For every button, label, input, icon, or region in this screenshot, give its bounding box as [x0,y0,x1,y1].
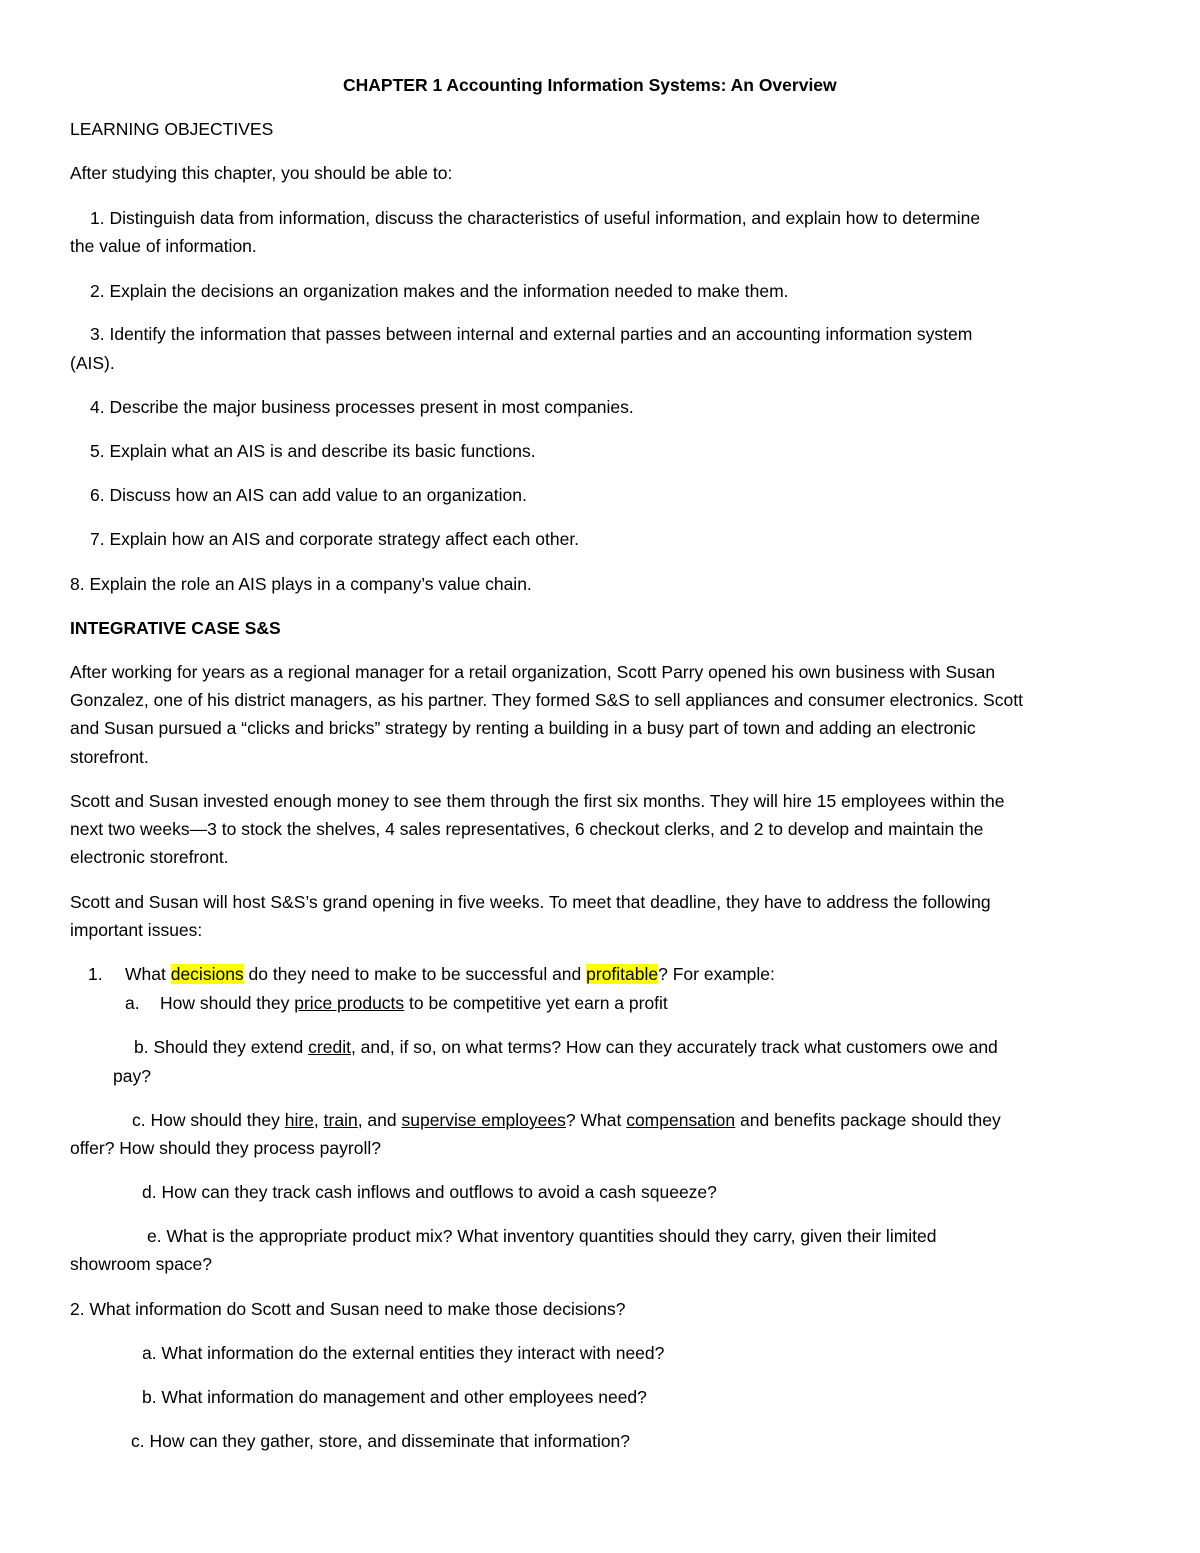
question-text: What [125,964,171,984]
question-text: c. How should they [132,1110,285,1130]
question-1-number: 1. [88,964,103,984]
objective-number: 4. [90,397,105,417]
case-paragraph-2-line: Scott and Susan invested enough money to see them through the first six months. They will hire 15 employees within the [70,791,1005,811]
question-1 [125,960,775,989]
objective-text: Discuss how an AIS can add value to an organization. [109,485,527,505]
case-paragraph-1-line: After working for years as a regional manager for a retail organization, Scott Parry opened his own business with Susan [70,662,996,682]
objective-1 [90,204,980,233]
underlined-term: supervise employees [401,1110,566,1130]
objective-4 [90,393,634,422]
highlight-profitable: profitable [586,964,659,984]
underlined-term: credit [308,1037,351,1057]
underlined-term: train [323,1110,358,1130]
question-text: , [313,1110,324,1130]
question-1a [160,989,668,1018]
question-2c: c. How can they gather, store, and disseminate that information? [131,1431,631,1451]
objective-8 [70,570,532,599]
objective-text: Describe the major business processes present in most companies. [109,397,634,417]
question-1a-label: a. [125,993,140,1013]
question-text: do they need to make to be successful and [243,964,587,984]
underlined-term: compensation [626,1110,736,1130]
learning-objectives-heading: LEARNING OBJECTIVES [70,119,274,139]
question-1e-continued: showroom space? [70,1254,213,1274]
question-text: , and, if so, on what terms? How can they accurately track what customers owe and [350,1037,998,1057]
question-text: b. Should they extend [134,1037,309,1057]
objective-text: Identify the information that passes between internal and external parties and an accounting information system [109,324,973,344]
question-2: 2. What information do Scott and Susan need to make those decisions? [70,1299,626,1319]
question-1b [134,1033,998,1062]
objective-number: 7. [90,529,105,549]
case-paragraph-1-line: storefront. [70,747,149,767]
objective-text: Explain what an AIS is and describe its basic functions. [109,441,536,461]
question-1b-continued: pay? [113,1066,151,1086]
objective-number: 6. [90,485,105,505]
question-text: , and [357,1110,402,1130]
objective-text: Explain the role an AIS plays in a company’s value chain. [89,574,532,594]
question-1c [132,1106,1001,1135]
question-text: and benefits package should they [735,1110,1001,1130]
objective-6 [90,481,527,510]
underlined-term: hire [284,1110,314,1130]
objective-number: 1. [90,208,105,228]
question-2a: a. What information do the external entities they interact with need? [142,1343,665,1363]
objective-7 [90,525,579,554]
objective-5 [90,437,536,466]
objective-number: 5. [90,441,105,461]
underlined-term: price products [294,993,405,1013]
case-paragraph-2-line: electronic storefront. [70,847,229,867]
objective-text: Explain the decisions an organization makes and the information needed to make them. [109,281,789,301]
page-title: CHAPTER 1 Accounting Information Systems: An Overview [343,75,837,95]
case-paragraph-1-line: Gonzalez, one of his district managers, as his partner. They formed S&S to sell appliances and consumer electronics. Scott [70,690,1023,710]
question-text: ? For example: [658,964,775,984]
objective-text: Distinguish data from information, discuss the characteristics of useful information, and explain how to determine [109,208,981,228]
case-paragraph-2-line: next two weeks—3 to stock the shelves, 4 sales representatives, 6 checkout clerks, and 2 to develop and maintain the [70,819,984,839]
question-text: ? What [565,1110,627,1130]
question-2b: b. What information do management and other employees need? [142,1387,647,1407]
highlight-decisions: decisions [170,964,244,984]
question-text: How should they [160,993,295,1013]
objective-1-continued: the value of information. [70,236,257,256]
question-1c-continued: offer? How should they process payroll? [70,1138,381,1158]
case-paragraph-3-line: important issues: [70,920,203,940]
question-text: to be competitive yet earn a profit [404,993,668,1013]
intro-text: After studying this chapter, you should be able to: [70,163,453,183]
objective-number: 8. [70,574,85,594]
objective-text: Explain how an AIS and corporate strategy affect each other. [109,529,580,549]
question-1e: e. What is the appropriate product mix? What inventory quantities should they carry, given their limited [147,1226,937,1246]
case-paragraph-1-line: and Susan pursued a “clicks and bricks” strategy by renting a building in a busy part of town and adding an electronic [70,718,976,738]
objective-3 [90,320,972,349]
objective-number: 3. [90,324,105,344]
objective-number: 2. [90,281,105,301]
case-heading: INTEGRATIVE CASE S&S [70,618,281,638]
objective-3-continued: (AIS). [70,353,115,373]
objective-2 [90,277,789,306]
case-paragraph-3-line: Scott and Susan will host S&S’s grand opening in five weeks. To meet that deadline, they have to address the following [70,892,991,912]
question-1d: d. How can they track cash inflows and outflows to avoid a cash squeeze? [142,1182,717,1202]
